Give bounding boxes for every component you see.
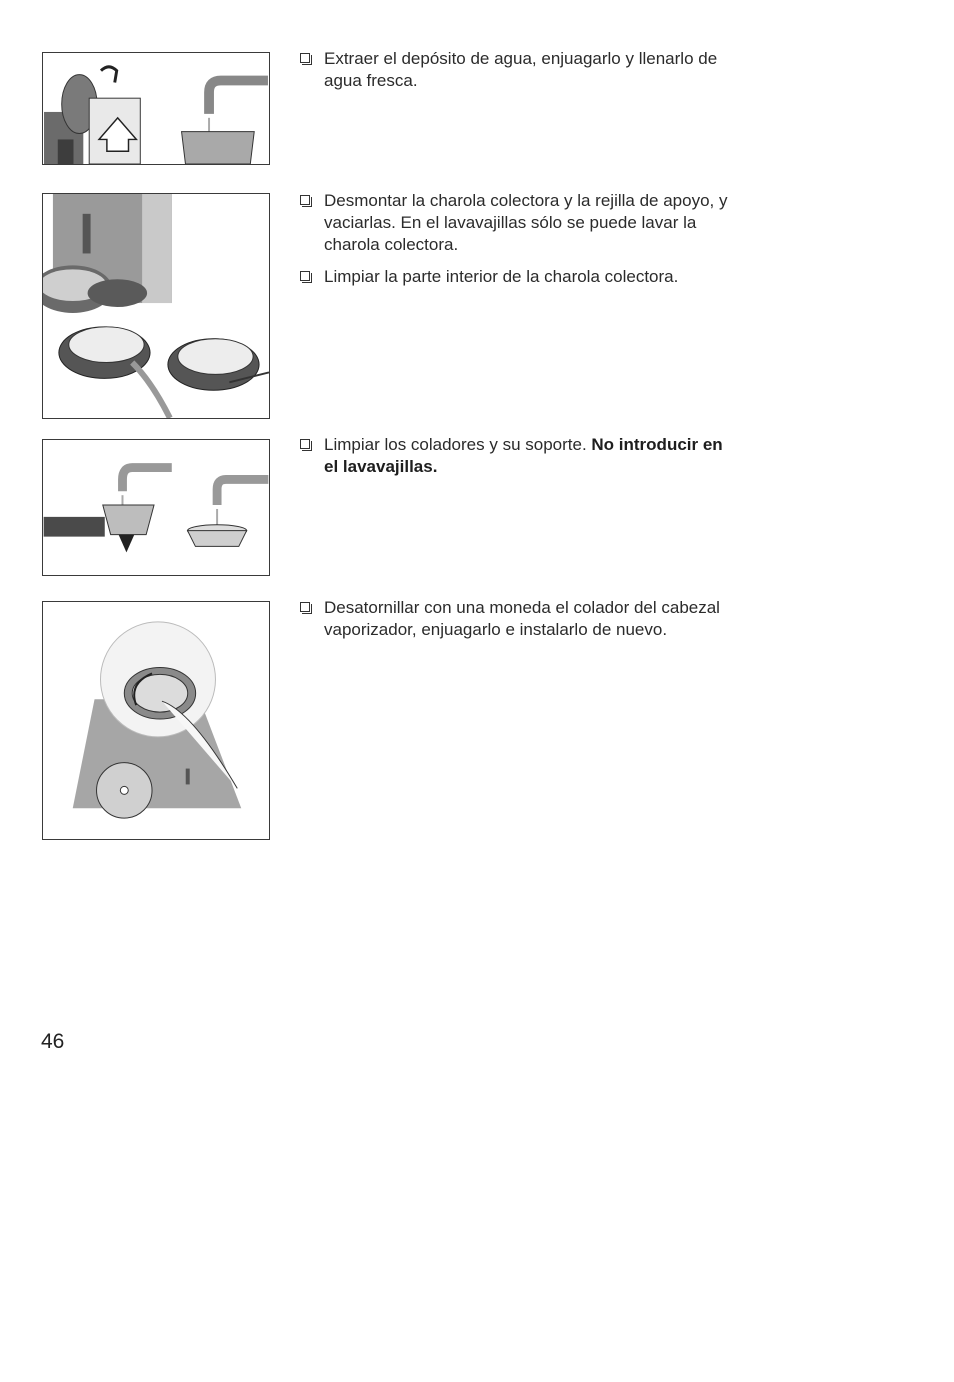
checkbox-icon <box>300 53 310 63</box>
item-text: Limpiar la parte interior de la charola colectora. <box>324 267 679 286</box>
item-text: Desatornillar con una moneda el colador del cabezal vaporizador, enjuagarlo e instalarlo de nuevo. <box>324 598 720 639</box>
checkbox-icon <box>300 271 310 281</box>
item-text: Limpiar los coladores y su soporte. <box>324 435 592 454</box>
drip-tray-drawing <box>43 194 269 418</box>
item-text-wrapper <box>324 434 730 478</box>
page-number: 46 <box>41 1030 65 1053</box>
item-text: Desmontar la charola colectora y la rejilla de apoyo, y vaciarlas. En el lavavajillas sólo se puede lavar la charola colectora. <box>324 191 728 254</box>
filters-drawing <box>43 440 269 575</box>
step-3 <box>300 434 730 488</box>
item-text: Extraer el depósito de agua, enjuagarlo y llenarlo de agua fresca. <box>324 49 718 90</box>
warning-text: No introducir en el lavavajillas. <box>324 435 723 476</box>
step-2 <box>300 190 730 298</box>
checkbox-icon <box>300 195 310 205</box>
checklist-item <box>300 597 730 641</box>
illustration-filters <box>42 439 270 576</box>
checkbox-icon <box>300 439 310 449</box>
checklist-item <box>300 48 730 92</box>
illustration-brew-head <box>42 601 270 840</box>
checklist-item <box>300 434 730 478</box>
checkbox-icon <box>300 602 310 612</box>
brew-head-drawing <box>43 602 269 839</box>
step-4 <box>300 597 730 651</box>
water-tank-drawing <box>43 53 269 164</box>
illustration-water-tank <box>42 52 270 165</box>
checklist-item <box>300 190 730 256</box>
illustration-drip-tray <box>42 193 270 419</box>
checklist-item <box>300 266 730 288</box>
step-1 <box>300 48 730 102</box>
